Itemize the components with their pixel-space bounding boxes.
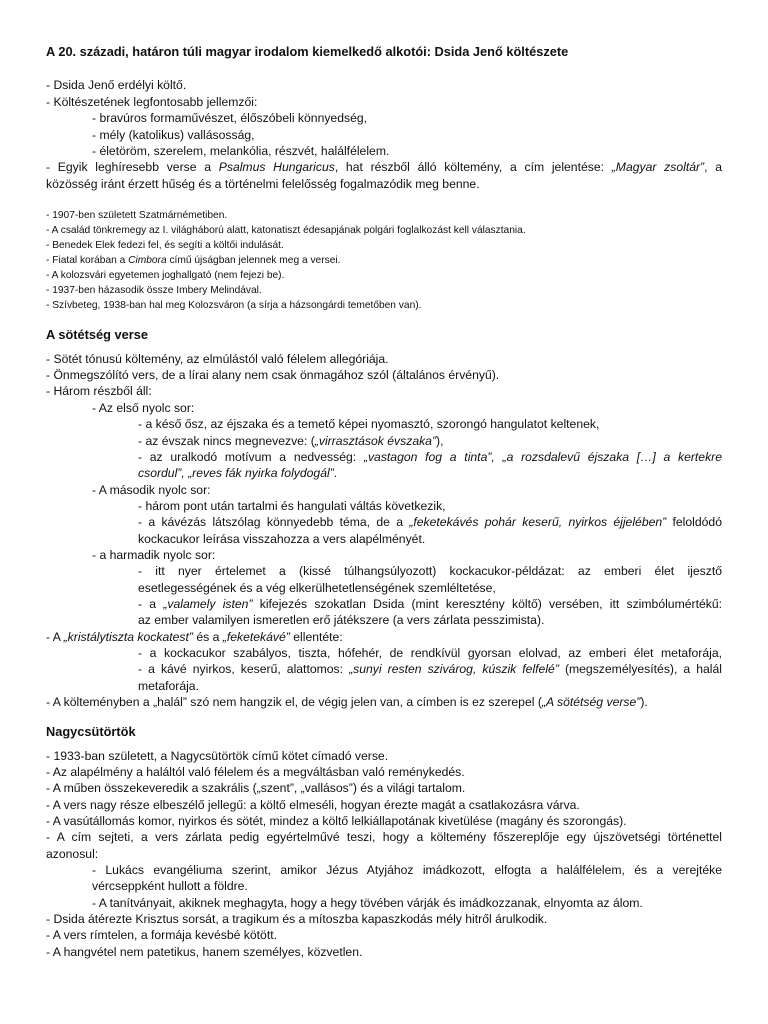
section-line: - A vasútállomás komor, nyirkos és sötét, mindez a költő lelkiállapotának kivetülése (magány és szorongás). bbox=[46, 814, 627, 828]
section-line: azonosul: bbox=[46, 847, 99, 861]
page-title: A 20. századi, határon túli magyar irodalom kiemelkedő alkotói: Dsida Jenő költészete bbox=[46, 44, 569, 59]
intro-line: - Dsida Jenő erdélyi költő. bbox=[46, 78, 187, 92]
section-line: - három pont után tartalmi és hangulati váltás következik, bbox=[138, 499, 446, 513]
section-heading: A sötétség verse bbox=[46, 327, 148, 342]
intro-line: közösség iránt érzett hűség és a történelmi felelősség fogalmazódik meg benne. bbox=[46, 177, 480, 191]
section-line: - a kávé nyirkos, keserű, alattomos: „sunyi resten szivárog, kúszik felfelé” (megszemélyesítés), a halál bbox=[138, 662, 722, 676]
section-line: - Három részből áll: bbox=[46, 384, 152, 398]
section-line: - itt nyer értelemet a (kissé túlhangsúlyozott) kockacukor-példázat: az emberi élet ijesztő bbox=[138, 564, 722, 578]
section-line: - a kockacukor szabályos, tiszta, hófehér, de rendkívül gyorsan elolvad, az emberi élet metaforája, bbox=[138, 646, 722, 660]
bio-line: - Szívbeteg, 1938-ban hal meg Kolozsváron (a sírja a házsongárdi temetőben van). bbox=[46, 300, 422, 311]
bio-line: - A család tönkremegy az I. világháború alatt, katonatiszt édesapjának polgári foglalkozást kell választania. bbox=[46, 225, 526, 236]
section-line: - a kávézás látszólag könnyedebb téma, de a „feketekávés pohár keserű, nyirkos éjjelében” feloldódó bbox=[138, 515, 722, 529]
section-line: metaforája. bbox=[138, 679, 199, 693]
section-line: - 1933-ban született, a Nagycsütörtök című kötet címadó verse. bbox=[46, 749, 389, 763]
section-line: - A „kristálytiszta kockatest” és a „feketekávé” ellentéte: bbox=[46, 630, 343, 644]
section-line: - a harmadik nyolc sor: bbox=[92, 548, 216, 562]
section-line: az ember valamilyen ismeretlen erő játékszere (a vers zárlata pesszimista). bbox=[138, 613, 545, 627]
section-line: - A második nyolc sor: bbox=[92, 483, 211, 497]
bio-line: - A kolozsvári egyetemen joghallgató (nem fejezi be). bbox=[46, 270, 285, 281]
section-line: csordul”, „reves fák nyirka folydogál”. bbox=[138, 466, 338, 480]
section-line: - A hangvétel nem patetikus, hanem személyes, közvetlen. bbox=[46, 945, 363, 959]
section-line: - Sötét tónusú költemény, az elmúlástól való félelem allegóriája. bbox=[46, 352, 389, 366]
section-line: - Dsida átérezte Krisztus sorsát, a tragikum és a mítoszba kapaszkodás mély hitről árulkodik. bbox=[46, 912, 548, 926]
section-line: - az évszak nincs megnevezve: („virrasztások évszaka”), bbox=[138, 434, 444, 448]
section-line: - A műben összekeveredik a szakrális („szent”, „vallásos”) és a világi tartalom. bbox=[46, 781, 466, 795]
bio-line: - Benedek Elek fedezi fel, és segíti a költői indulását. bbox=[46, 240, 284, 251]
section-line: - Az első nyolc sor: bbox=[92, 401, 195, 415]
intro-line: - bravúros formaművészet, élőszóbeli könnyedség, bbox=[92, 111, 368, 125]
section-line: - A vers nagy része elbeszélő jellegű: a költő elmeséli, hogyan érezte magát a csatlakozásra várva. bbox=[46, 798, 580, 812]
intro-line: - mély (katolikus) vallásosság, bbox=[92, 128, 255, 142]
section-line: - A költeményben a „halál” szó nem hangzik el, de végig jelen van, a címben is ez szerepel („A sötétség verse”). bbox=[46, 695, 648, 709]
section-line: - Lukács evangéliuma szerint, amikor Jézus Atyjához imádkozott, elfogta a halálfélelem, és a verejtéke bbox=[92, 863, 722, 877]
section-line: - az uralkodó motívum a nedvesség: „vastagon fog a tinta”, „a rozsdalevű éjszaka […] a kertekre bbox=[138, 450, 723, 464]
intro-line: - életöröm, szerelem, melankólia, részvét, halálfélelem. bbox=[92, 144, 390, 158]
section-line: - Önmegszólító vers, de a lírai alany nem csak önmagához szól (általános érvényű). bbox=[46, 368, 500, 382]
section-line: - a „valamely isten” kifejezés szokatlan Dsida (mint keresztény költő) versében, itt szimbólumértékű: bbox=[138, 597, 722, 611]
section-line: esetlegességének és a vég elkerülhetetlenségének szemléltetése, bbox=[138, 581, 496, 595]
bio-line: - 1937-ben házasodik össze Imbery Melindával. bbox=[46, 285, 262, 296]
section-line: - A tanítványait, akiknek meghagyta, hogy a hegy tövében várják és imádkozzanak, elnyomta az álom. bbox=[92, 896, 643, 910]
bio-line: - 1907-ben született Szatmárnémetiben. bbox=[46, 210, 228, 221]
section-line: vércseppként hullott a földre. bbox=[92, 879, 248, 893]
intro-line: - Költészetének legfontosabb jellemzői: bbox=[46, 95, 258, 109]
section-line: - A vers rímtelen, a formája kevésbé kötött. bbox=[46, 928, 277, 942]
bio-line: - Fiatal korában a Cimbora című újságban jelennek meg a versei. bbox=[46, 255, 341, 266]
section-heading: Nagycsütörtök bbox=[46, 724, 136, 739]
intro-line: - Egyik leghíresebb verse a Psalmus Hungaricus, hat részből álló költemény, a cím jelentése: „Magyar zsoltár”, a bbox=[46, 160, 722, 174]
section-line: - A cím sejteti, a vers zárlata pedig egyértelművé teszi, hogy a költemény főszereplője egy újszövetségi történettel bbox=[46, 830, 722, 844]
section-line: - a késő ősz, az éjszaka és a temető képei nyomasztó, szorongó hangulatot keltenek, bbox=[138, 417, 600, 431]
section-line: kockacukor leírása visszahozza a vers alapélményét. bbox=[138, 532, 426, 546]
section-line: - Az alapélmény a haláltól való félelem és a megváltásban való reménykedés. bbox=[46, 765, 465, 779]
